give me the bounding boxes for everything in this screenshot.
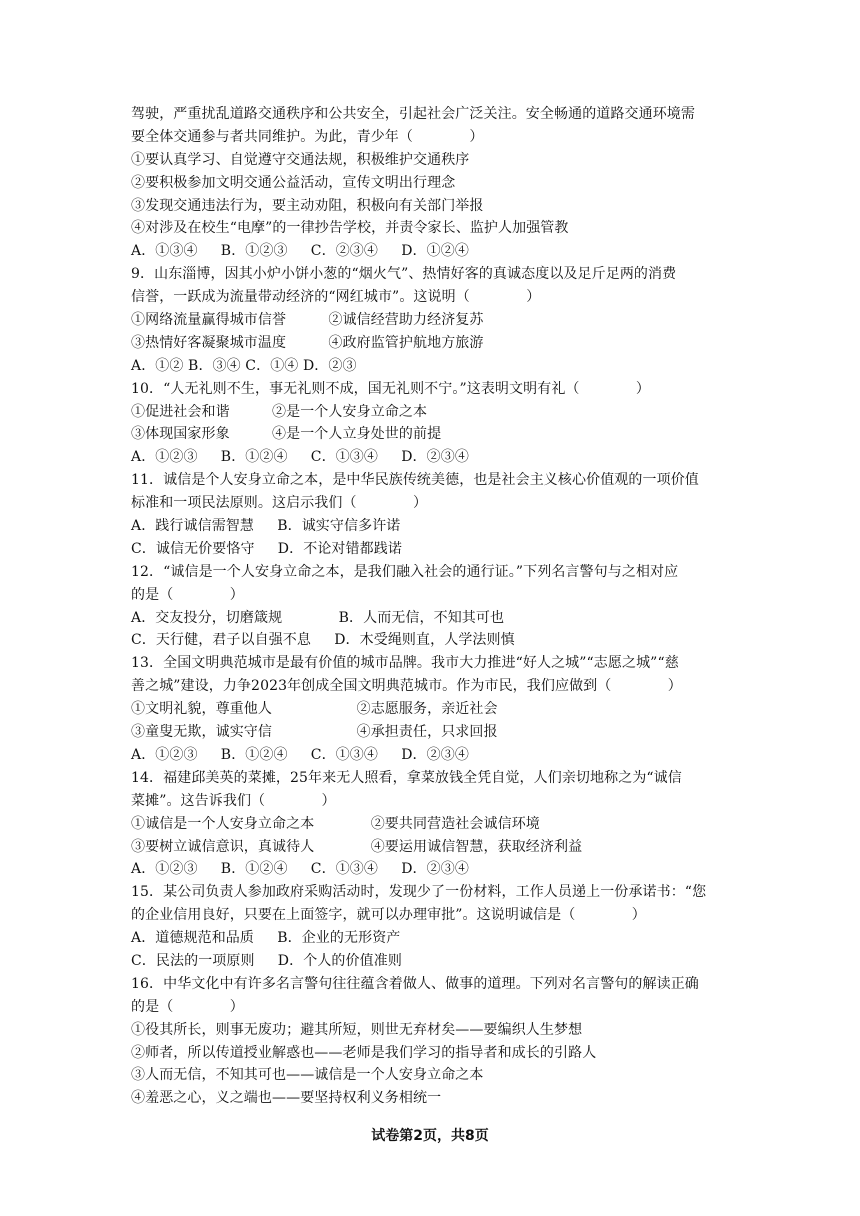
text-line: A．道德规范和品质 B．企业的无形资产 <box>131 930 401 947</box>
text-line: ③要树立诚信意识，真诚待人 ④要运用诚信智慧，获取经济利益 <box>131 838 583 855</box>
text-line: A．交友投分，切磨箴规 B．人而无信，不知其可也 <box>131 609 505 626</box>
text-line: 13．全国文明典范城市是最有价值的城市品牌。我市大力推进“好人之城”“志愿之城”“慈 <box>131 655 679 672</box>
text-line: ①文明礼貌，尊重他人 ②志愿服务，亲近社会 <box>131 701 498 718</box>
text-line: ①网络流量赢得城市信誉 ②诚信经营助力经济复苏 <box>131 312 484 329</box>
text-line: 15．某公司负责人参加政府采购活动时，发现少了一份材料，工作人员递上一份承诺书：“您 <box>131 884 707 901</box>
text-line: 16．中华文化中有许多名言警句往往蕴含着做人、做事的道理。下列对名言警句的解读正确 <box>131 975 699 992</box>
text-line: 要全体交通参与者共同维护。为此，青少年（ ） <box>131 128 484 145</box>
text-line: 善之城”建设，力争2023年创成全国文明典范城市。作为市民，我们应做到（ ） <box>131 678 682 695</box>
text-line: A．践行诚信需智慧 B．诚实守信多许诺 <box>131 518 401 535</box>
text-line: 14．福建邱美英的菜摊，25年来无人照看，拿菜放钱全凭自觉，人们亲切地称之为“诚信 <box>131 769 682 786</box>
text-line: ①诚信是一个人安身立命之本 ②要共同营造社会诚信环境 <box>131 815 540 832</box>
text-line: ①要认真学习、自觉遵守交通法规，积极维护交通秩序 <box>131 151 470 168</box>
text-line: 菜摊”。这告诉我们（ ） <box>131 792 336 809</box>
text-line: ③发现交通违法行为，要主动劝阻，积极向有关部门举报 <box>131 197 484 214</box>
text-line: ②师者，所以传道授业解惑也——老师是我们学习的指导者和成长的引路人 <box>131 1044 597 1061</box>
text-line: C．天行健，君子以自强不息 D．木受绳则直，人学法则慎 <box>131 632 515 649</box>
page-footer: 试卷第2页，共8页 <box>371 1128 489 1144</box>
text-line: C．民法的一项原则 D．个人的价值准则 <box>131 952 402 969</box>
text-line: A．①② B．③④ C．①④ D．②③ <box>131 357 357 374</box>
text-line: 驾驶，严重扰乱道路交通秩序和公共安全，引起社会广泛关注。安全畅通的道路交通环境需 <box>131 106 695 122</box>
text-line: 的是（ ） <box>131 586 244 603</box>
text-line: A．①③④ B．①②③ C．②③④ D．①②④ <box>131 243 469 260</box>
text-line: A．①②③ B．①②④ C．①③④ D．②③④ <box>131 746 469 763</box>
text-line: A．①②③ B．①②④ C．①③④ D．②③④ <box>131 449 469 466</box>
text-line: ②要积极参加文明交通公益活动，宣传文明出行理念 <box>131 174 456 191</box>
question-text-block <box>131 103 741 1110</box>
text-line: ③热情好客凝聚城市温度 ④政府监管护航地方旅游 <box>131 334 484 351</box>
text-line: 信誉，一跃成为流量带动经济的“网红城市”。这说明（ ） <box>131 289 541 306</box>
text-line: ③体现国家形象 ④是一个人立身处世的前提 <box>131 426 442 443</box>
text-line: 标准和一项民法原则。这启示我们（ ） <box>131 495 428 512</box>
text-line: ④对涉及在校生“电摩”的一律抄告学校，并责令家长、监护人加强管教 <box>131 220 569 237</box>
text-line: 的是（ ） <box>131 998 244 1015</box>
text-line: C．诚信无价要恪守 D．不论对错都践诺 <box>131 540 402 557</box>
text-line: 9．山东淄博，因其小炉小饼小葱的“烟火气”、热情好客的真诚态度以及足斤足两的消费 <box>131 266 677 283</box>
text-line: ①役其所长，则事无废功；避其所短，则世无弃材矣——要编织人生梦想 <box>131 1021 583 1038</box>
text-line: 11．诚信是个人安身立命之本，是中华民族传统美德，也是社会主义核心价值观的一项价值 <box>131 472 699 489</box>
text-line: A．①②③ B．①②④ C．①③④ D．②③④ <box>131 861 469 878</box>
text-line: ③童叟无欺，诚实守信 ④承担责任，只求回报 <box>131 724 498 741</box>
text-line: ①促进社会和谐 ②是一个人安身立命之本 <box>131 403 428 420</box>
text-line: ③人而无信，不知其可也——诚信是一个人安身立命之本 <box>131 1067 484 1084</box>
text-line: 10．“人无礼则不生，事无礼则不成，国无礼则不宁。”这表明文明有礼（ ） <box>131 380 651 397</box>
text-line: 12．“诚信是一个人安身立命之本，是我们融入社会的通行证。”下列名言警句与之相对应 <box>131 563 679 580</box>
text-line: ④羞恶之心，义之端也——要坚持权利义务相统一 <box>131 1090 442 1107</box>
text-line: 的企业信用良好，只要在上面签字，就可以办理审批”。这说明诚信是（ ） <box>131 907 646 924</box>
